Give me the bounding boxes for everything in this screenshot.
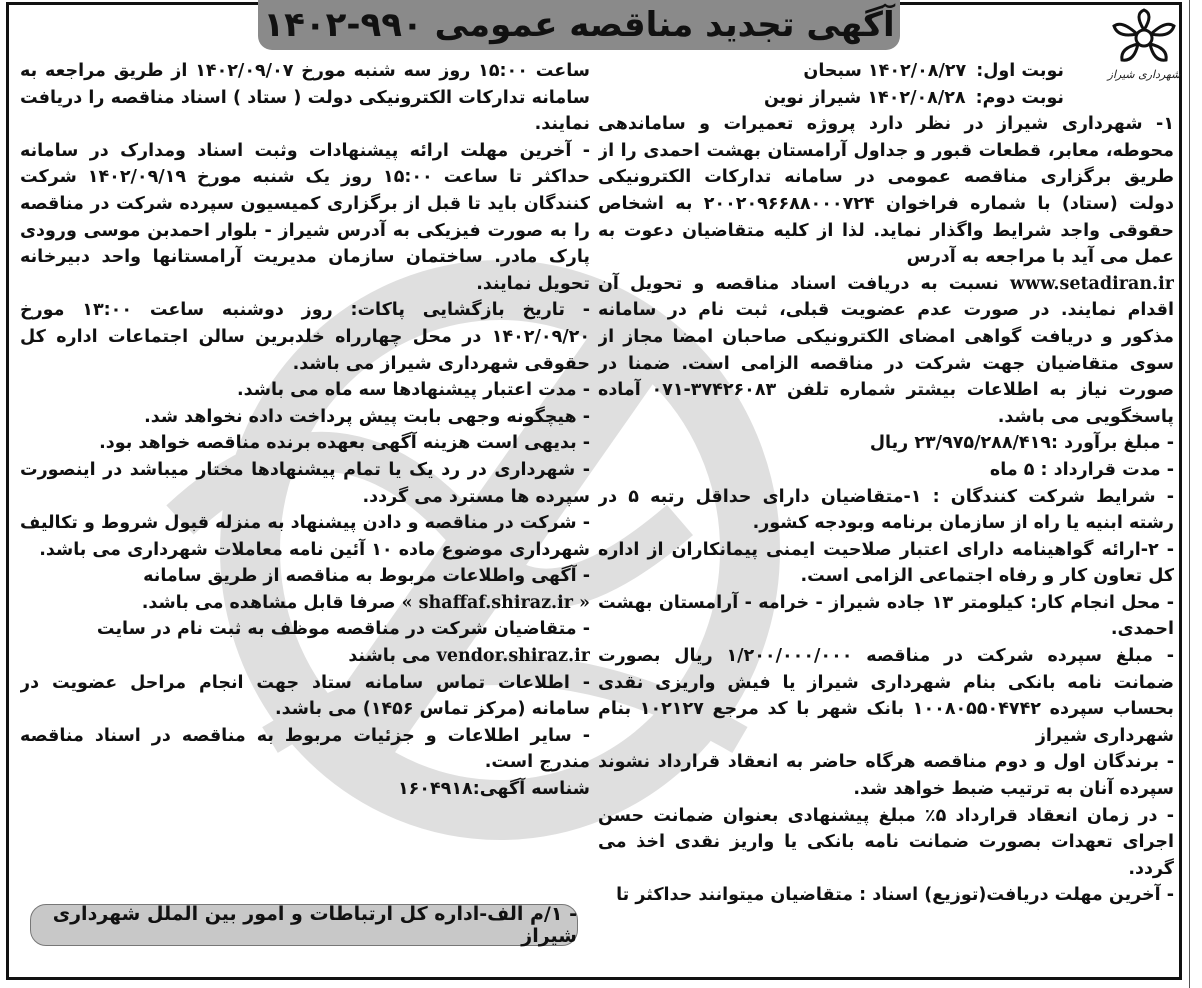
submission-deadline-line: - آخرین مهلت ارائه پیشنهادات وثبت اسناد ومدارک در سامانه حداکثر تا ساعت ۱۵:۰۰ روز یک شنبه مورخ ۱۴۰۲/۰۹/۱۹ شرکت کنندگان باید تا قبل از برگزاری کمیسیون سپرده شرکت در مناقصه را به صورت فیزیکی به آدرس شیراز - بلوار احمدبن موسی ورودی پارک مادر. ساختمان سازمان مدیریت آرامستانها واحد دبیرخانه تحویل نمایند.	[20, 140, 590, 294]
issue-label: نوبت اول:	[976, 61, 1064, 81]
paragraph-text: نسبت به دریافت اسناد مناقصه و تحویل آن اقدام نمایند. در صورت عدم عضویت قبلی، ثبت نام در سامانه مذکور و دریافت گواهی امضای الکترونیکی صاحبان امضا مجاز از سوی متقاضیان جهت شرکت در مناقصه الزامی است. ضمنا در صورت نیاز به اطلاعات بیشتر شماره تلفن ۳۷۴۲۶۰۸۳-۰۷۱ آماده پاسخگویی می باشد.	[598, 273, 1174, 427]
ad-cost-line: - بدیهی است هزینه آگهی بعهده برنده مناقصه خواهد بود.	[99, 433, 590, 454]
opening-date-line: - تاریخ بازگشایی پاکات: روز دوشنبه ساعت ۱۳:۰۰ مورخ ۱۴۰۲/۰۹/۲۰ در محل چهارراه خلدبرین سالن اجتماعات اداره کل حقوقی شهرداری شیراز می باشد.	[20, 300, 590, 374]
rejection-line: - شهرداری در رد یک یا تمام پیشنهادها مختار میباشد در اینصورت سپرده ها مسترد می گردد.	[20, 459, 590, 507]
safety-certificate-line: - ۲-ارائه گواهینامه دارای اعتبار صلاحیت ایمنی پیمانکاران از اداره کل تعاون کار و رفاه اجتماعی الزامی است.	[598, 539, 1174, 587]
shaffaf-text: صرفا قابل مشاهده می باشد.	[141, 592, 396, 613]
duration-line: - مدت قرارداد : ۵ ماه	[989, 459, 1174, 480]
deadline-line: - آخرین مهلت دریافت(توزیع) اسناد : متقاضیان میتوانند حداکثر تا	[616, 885, 1174, 906]
other-info-line: - سایر اطلاعات و جزئیات مربوط به مناقصه در اسناد مناقصه مندرج است.	[20, 725, 590, 773]
logo-caption: شهرداری شیراز	[1107, 68, 1181, 81]
validity-line: - مدت اعتبار پیشنهادها سه ماه می باشد.	[236, 380, 590, 401]
paragraph-intro: ۱- شهرداری شیراز در نظر دارد پروژه تعمیرات و ساماندهی محوطه، معابر، قطعات قبور و جداول آرامستان بهشت احمدی را از طریق برگزاری مناقصه عمومی در سامانه تدارکات الکترونیکی دولت (ستاد) با شماره فراخوان ۲۰۰۲۰۹۶۶۸۸۰۰۰۷۲۴ به اشخاص حقوقی واجد شرایط واگذار نماید. لذا از کلیه متقاضیان دعوت به عمل می آید با مراجعه به آدرس	[598, 114, 1174, 268]
vendor-line-2	[20, 643, 590, 670]
issue-label: نوبت دوم:	[975, 87, 1064, 108]
guarantee-line: - در زمان انعقاد قرارداد ۵٪ مبلغ پیشنهادی بعنوان ضمانت حسن اجرای تعهدات بصورت ضمانت نامه بانکی یا واریز نقدی اخذ می گردد.	[598, 805, 1174, 879]
location-line: - محل انجام کار: کیلومتر ۱۳ جاده شیراز - خرامه - آرامستان بهشت احمدی.	[598, 592, 1174, 640]
deposit-line: - مبلغ سپرده شرکت در مناقصه ۱/۲۰۰/۰۰۰/۰۰۰ ریال بصورت ضمانت نامه بانکی بنام شهرداری شیراز یا فیش واریزی نقدی بحساب سپرده ۱۰۰۸۰۵۵۰۴۷۴۲ بانک شهر با کد مرجع ۱۰۲۱۲۷ بنام شهرداری شیراز	[598, 646, 1174, 746]
shaffaf-link[interactable]: « shaffaf.shiraz.ir »	[401, 592, 590, 613]
vendor-link[interactable]: vendor.shiraz.ir	[436, 646, 590, 667]
ad-id-line: شناسه آگهی:۱۶۰۴۹۱۸	[397, 779, 590, 800]
issue-second	[598, 85, 1174, 112]
issue-value: ۱۴۰۲/۰۸/۲۸ شیراز نوین	[763, 87, 966, 108]
paragraph-setadiran	[598, 271, 1174, 431]
page-edge	[1189, 0, 1200, 988]
left-column	[20, 58, 590, 886]
estimate-line: - مبلغ برآورد :۲۳/۹۷۵/۲۸۸/۴۱۹ ریال	[869, 433, 1174, 454]
vendor-text: می باشند	[348, 646, 431, 667]
issue-first	[598, 58, 1174, 85]
vendor-line-1: - متقاضیان شرکت در مناقصه موظف به ثبت نام در سایت	[96, 619, 590, 640]
download-deadline-line: ساعت ۱۵:۰۰ روز سه شنبه مورخ ۱۴۰۲/۰۹/۰۷ از طریق مراجعه به سامانه تدارکات الکترونیکی دولت ( ستاد ) اسناد مناقصه را دریافت نمایند.	[20, 61, 590, 135]
ad-title: آگهی تجدید مناقصه عمومی ۹۹۰-۱۴۰۲	[263, 5, 895, 45]
setadiran-link[interactable]: www.setadiran.ir	[1009, 273, 1174, 294]
issue-value: ۱۴۰۲/۰۸/۲۷ سبحان	[803, 61, 967, 81]
winners-line: - برندگان اول و دوم مناقصه هرگاه حاضر به انعقاد قرارداد نشوند سپرده آنان به ترتیب ضبط خواهد شد.	[598, 752, 1174, 800]
title-banner	[258, 0, 900, 50]
contact-line: - اطلاعات تماس سامانه ستاد جهت انجام مراحل عضویت در سامانه (مرکز تماس ۱۴۵۶) می باشد.	[20, 672, 590, 720]
right-column	[598, 58, 1174, 976]
announcement-line: - آگهی واطلاعات مربوط به مناقصه از طریق سامانه	[143, 566, 590, 587]
footer-bar	[30, 904, 578, 946]
footer-text: - ۱/م الف-اداره کل ارتباطات و امور بین الملل شهرداری شیراز	[52, 903, 577, 947]
acceptance-line: - شرکت در مناقصه و دادن پیشنهاد به منزله قبول شروط و تکالیف شهرداری موضوع ماده ۱۰ آئین نامه معاملات شهرداری می باشد.	[20, 513, 590, 560]
conditions-line: - شرایط شرکت کنندگان : ۱-متقاضیان دارای حداقل رتبه ۵ در رشته ابنیه یا راه از سازمان برنامه وبودجه کشور.	[598, 486, 1174, 534]
shaffaf-line	[20, 590, 590, 617]
prepayment-line: - هیچگونه وجهی بابت پیش پرداخت داده نخواهد شد.	[144, 406, 590, 427]
